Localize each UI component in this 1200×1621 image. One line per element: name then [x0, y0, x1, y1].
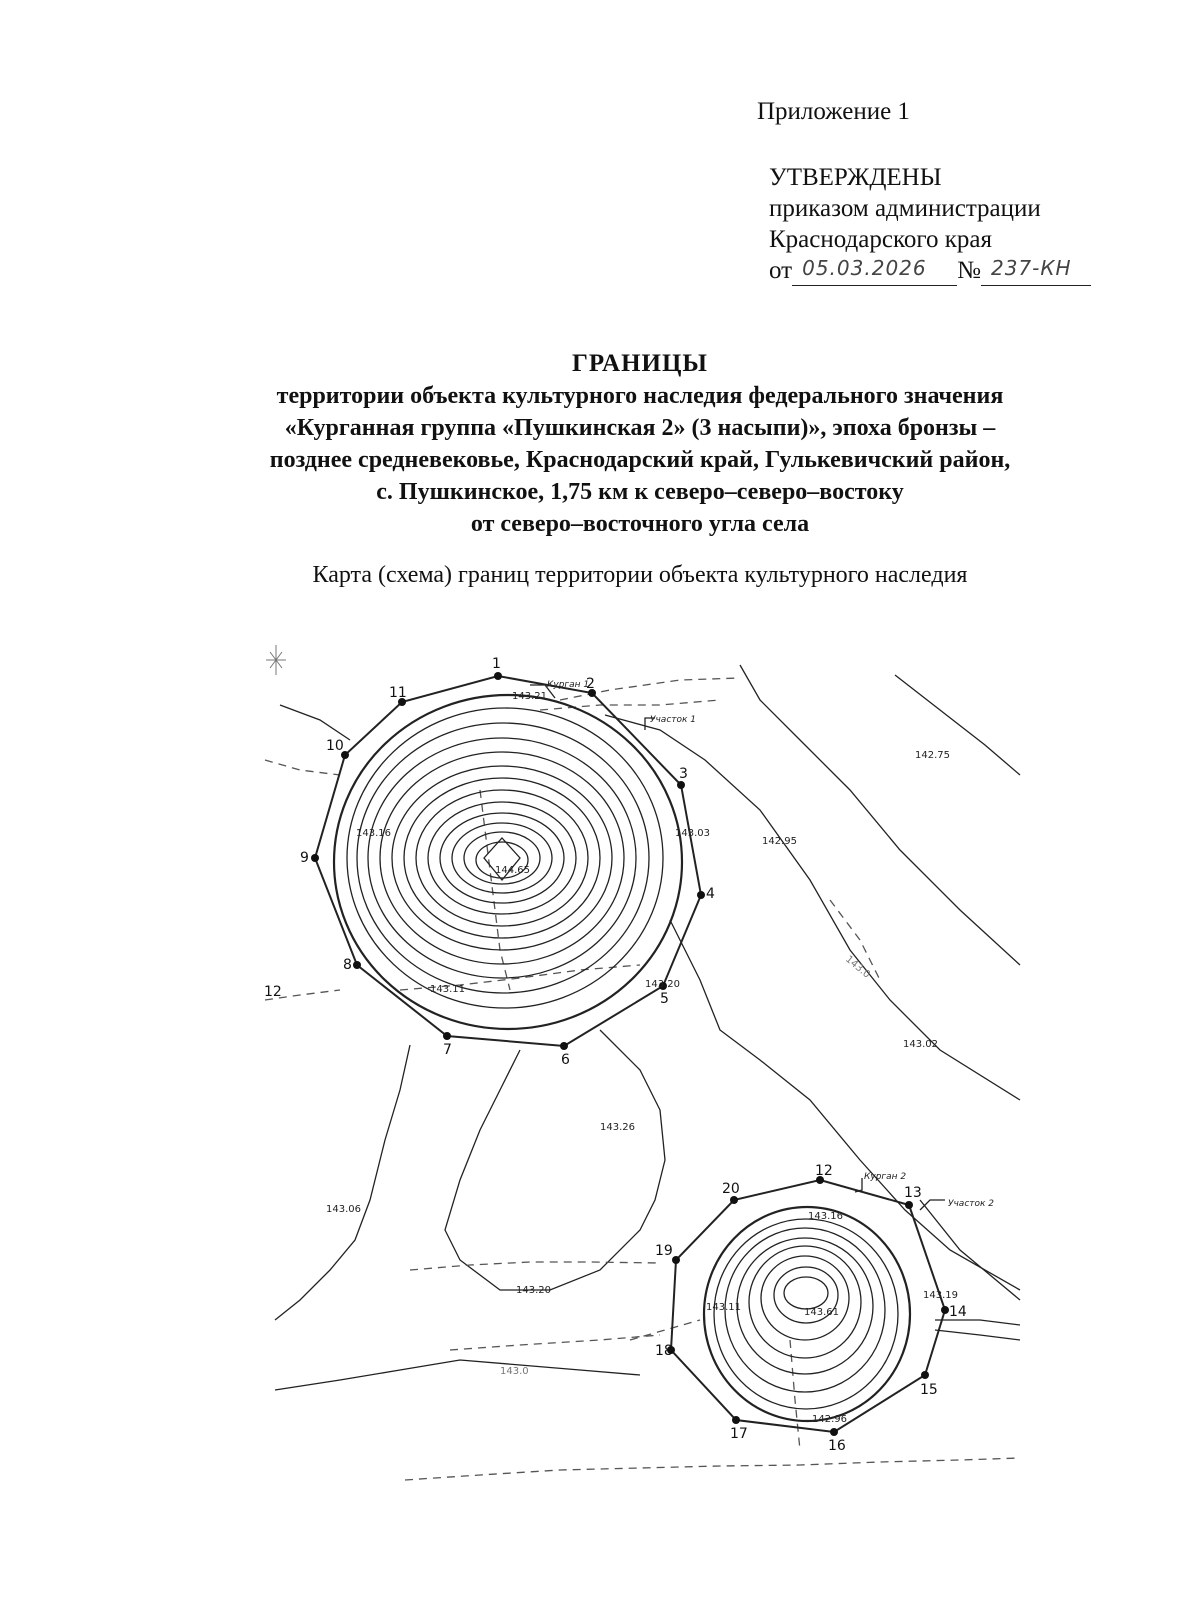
point-label: 2: [586, 676, 595, 692]
title-heading: ГРАНИЦЫ: [572, 350, 708, 377]
elevation-mark: 143.11: [706, 1302, 741, 1313]
kurgan2-label: Курган 2: [864, 1172, 907, 1182]
kurgan1-label: Курган 1: [547, 680, 590, 690]
approved-by-order: приказом администрации: [769, 195, 1041, 222]
appendix-label: Приложение 1: [757, 98, 910, 125]
elevation-mark: 143.06: [326, 1204, 361, 1215]
point-label: 18: [655, 1343, 673, 1359]
point-label: 12: [264, 984, 282, 1000]
handwritten-number: 237-КН: [990, 256, 1072, 280]
title-line: позднее средневековье, Краснодарский край, Гулькевичский район,: [269, 447, 1011, 473]
north-arrow-icon: [266, 645, 286, 675]
point-label: 13: [904, 1185, 922, 1201]
approved-region: Краснодарского края: [769, 226, 992, 253]
elevation-mark: 142.75: [915, 750, 950, 761]
number-prefix: №: [957, 257, 981, 284]
approved-heading: УТВЕРЖДЕНЫ: [769, 164, 942, 191]
point-label: 16: [828, 1438, 846, 1454]
boundary-polygon-1: [315, 676, 701, 1046]
title-line: территории объекта культурного наследия федерального значения: [276, 383, 1004, 409]
point-label: 3: [679, 766, 688, 782]
point-label: 4: [706, 886, 715, 902]
elevation-mark: 142.95: [762, 836, 797, 847]
title-line: с. Пушкинское, 1,75 км к северо–северо–востоку: [376, 479, 904, 505]
plot1-label: Участок 1: [650, 715, 697, 725]
elevation-mark: 143.0: [500, 1366, 529, 1377]
point-label: 20: [722, 1181, 740, 1197]
elevation-mark: 143.16: [808, 1211, 843, 1222]
point-label: 11: [389, 685, 407, 701]
point-label: 14: [949, 1304, 967, 1320]
point-label: 15: [920, 1382, 938, 1398]
elevation-mark: 143.20: [645, 979, 680, 990]
point-label: 12: [815, 1163, 833, 1179]
elevation-mark: 143.26: [600, 1122, 635, 1133]
point-label: 19: [655, 1243, 673, 1259]
elevation-mark: 143.02: [903, 1039, 938, 1050]
elevation-mark: 143.61: [804, 1307, 839, 1318]
elevation-mark: 144.65: [495, 865, 530, 876]
elevation-mark: 143.21: [512, 691, 547, 702]
point-label: 10: [326, 738, 344, 754]
point-label: 17: [730, 1426, 748, 1442]
point-label: 7: [443, 1042, 452, 1058]
elevation-mark: 143.16: [356, 828, 391, 839]
elevation-mark: 143.03: [675, 828, 710, 839]
elevation-mark: 142.96: [812, 1414, 847, 1425]
point-label: 8: [343, 957, 352, 973]
elevation-mark: 143.19: [923, 1290, 958, 1301]
date-prefix: от: [769, 257, 793, 284]
point-label: 1: [492, 656, 501, 672]
elevation-mark: 143.11: [430, 984, 465, 995]
point-label: 9: [300, 850, 309, 866]
handwritten-date: 05.03.2026: [802, 256, 927, 280]
boundary-points: [311, 672, 949, 1436]
elevation-mark: 143.20: [516, 1285, 551, 1296]
point-label: 5: [660, 991, 669, 1007]
map-caption: Карта (схема) границ территории объекта культурного наследия: [312, 562, 968, 588]
title-line: от северо–восточного угла села: [470, 511, 810, 537]
elevation-mark: 143.0: [843, 953, 873, 981]
point-label: 6: [561, 1052, 570, 1068]
plot2-label: Участок 2: [948, 1199, 995, 1209]
title-line: «Курганная группа «Пушкинская 2» (3 насыпи)», эпоха бронзы –: [284, 415, 996, 441]
